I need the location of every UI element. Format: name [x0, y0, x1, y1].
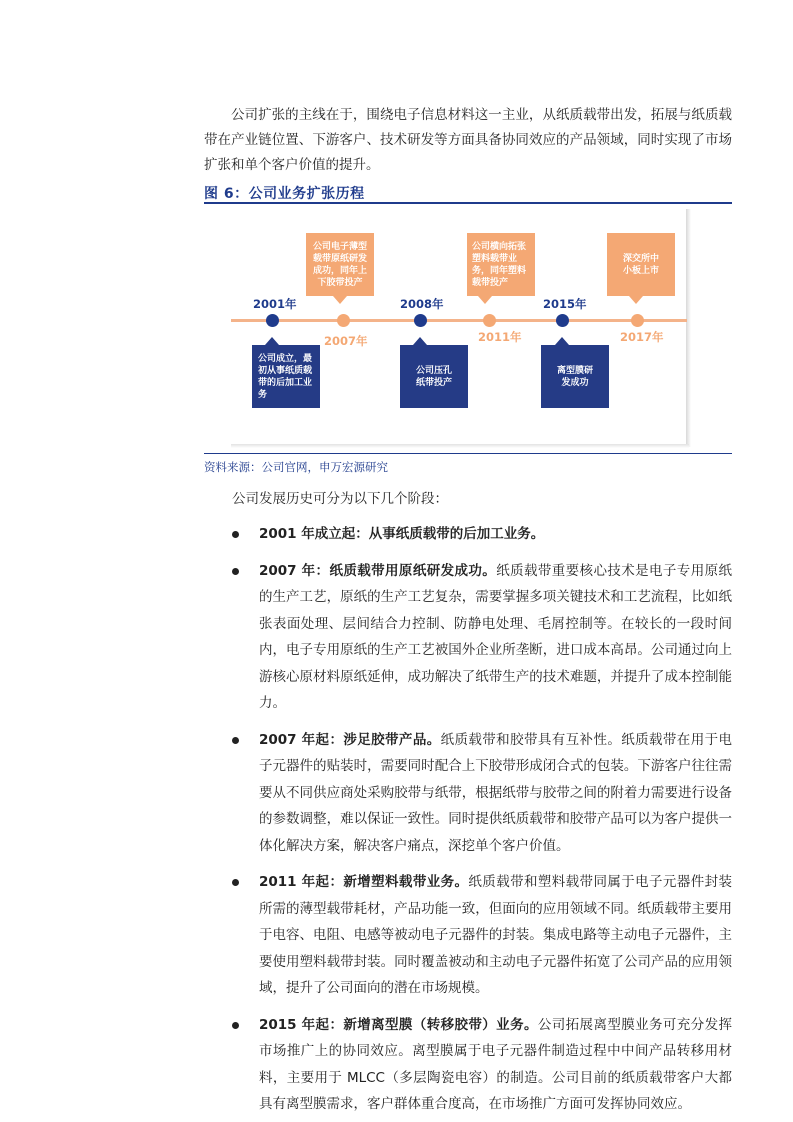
pointer-2008 [413, 337, 427, 345]
event-text-2001: 公司成立，最初从事纸质载带的后加工业务 [258, 353, 313, 400]
event-box-2008 [400, 345, 468, 408]
event-text-2007: 公司电子薄型载带原纸研发成功，同年上下胶带投产 [312, 241, 367, 288]
bullet-dot [232, 737, 239, 744]
bullet-dot [232, 879, 239, 886]
event-box-2001 [252, 345, 320, 408]
stage-heading: 2011 年起：新增塑料载带业务。 [259, 874, 469, 890]
year-label-2001: 2001年 [253, 297, 297, 311]
chart-shadow [686, 209, 691, 447]
stage-text: 公司拓展离型膜业务可充分发挥市场推广上的协同效应。离型膜属于电子元器件制造过程中中间产品转移用材料，主要用于 MLCC（多层陶瓷电容）的制造。公司目前的纸质载带客户大都具有离型膜需求，客户群体重合度高，在市场推广方面可发挥协同效应。 [259, 1016, 732, 1112]
stage-text: 纸质载带和胶带具有互补性。纸质载带在用于电子元器件的贴装时，需要同时配合上下胶带形成闭合式的包装。下游客户往往需要从不同供应商处采购胶带与纸带，根据纸带与胶带之间的附着力需要进行设备的参数调整，难以保证一致性。同时提供纸质载带和胶带产品可以为客户提供一体化解决方案，解决客户痛点，深挖单个客户价值。 [259, 731, 732, 854]
pointer-2015 [555, 337, 569, 345]
stages-list [204, 521, 732, 1122]
event-text-2008: 公司压孔纸带投产 [415, 365, 452, 388]
year-label-2015: 2015年 [543, 297, 587, 311]
list-item [204, 521, 732, 548]
pointer-2007 [333, 296, 347, 304]
list-item [204, 869, 732, 1002]
event-text-2017: 深交所中小板上市 [622, 253, 659, 276]
figure-top-rule [204, 202, 732, 204]
timeline-dot-2007 [337, 314, 350, 327]
list-item [204, 558, 732, 717]
event-box-2007 [306, 233, 374, 296]
timeline-dot-2001 [266, 314, 279, 327]
bullet-dot [232, 531, 239, 538]
event-box-2015 [541, 345, 609, 408]
event-box-2017 [607, 233, 675, 296]
intro-paragraph: 公司扩张的主线在于，围绕电子信息材料这一主业，从纸质载带出发，拓展与纸质载带在产业链位置、下游客户、技术研发等方面具备协同效应的产品领域，同时实现了市场扩张和单个客户价值的提升。 [204, 107, 732, 173]
event-box-2011 [467, 233, 535, 296]
figure-source: 资料来源：公司官网，申万宏源研究 [204, 460, 388, 474]
stage-text: 纸质载带重要核心技术是电子专用原纸的生产工艺，原纸的生产工艺复杂，需要掌握多项关键技术和工艺流程，比如纸张表面处理、层间结合力控制、防静电处理、毛屑控制等。在较长的一段时间内，电子专用原纸的生产工艺被国外企业所垄断，进口成本高昂。公司通过向上游核心原材料原纸延伸，成功解决了纸带生产的技术难题，并提升了成本控制能力。 [259, 562, 732, 711]
pointer-2017 [629, 296, 643, 304]
event-text-2015: 离型膜研发成功 [556, 365, 593, 388]
stage-heading: 2007 年起：涉足胶带产品。 [259, 731, 441, 748]
bullet-dot [232, 568, 239, 575]
timeline-dot-2017 [631, 314, 644, 327]
stage-heading: 2007 年：纸质载带用原纸研发成功。 [259, 562, 497, 579]
event-text-2011: 公司横向拓张塑料载带业务，同年塑料载带投产 [472, 241, 527, 288]
list-item [204, 727, 732, 860]
bullet-dot [232, 1022, 239, 1029]
stages-intro: 公司发展历史可分为以下几个阶段： [232, 491, 448, 507]
timeline-line [231, 319, 687, 322]
year-label-2008: 2008年 [400, 297, 444, 311]
pointer-2011 [478, 296, 492, 304]
year-label-2011: 2011年 [478, 330, 522, 344]
figure-title: 图 6：公司业务扩张历程 [204, 186, 365, 202]
year-label-2017: 2017年 [620, 330, 664, 344]
list-item [204, 1012, 732, 1118]
chart-shadow-bottom [231, 444, 689, 448]
year-label-2007: 2007年 [324, 334, 368, 348]
figure-bottom-rule [204, 453, 732, 454]
stage-heading: 2001 年成立起：从事纸质载带的后加工业务。 [259, 526, 545, 542]
stage-text: 纸质载带和塑料载带同属于电子元器件封装所需的薄型载带耗材，产品功能一致，但面向的应用领域不同。纸质载带主要用于电容、电阻、电感等被动电子元器件的封装。集成电路等主动电子元器件，主要使用塑料载带封装。同时覆盖被动和主动电子元器件拓宽了公司产品的应用领域，提升了公司面向的潜在市场规模。 [259, 874, 733, 996]
timeline-dot-2011 [483, 314, 496, 327]
timeline-dot-2015 [556, 314, 569, 327]
stage-heading: 2015 年起：新增离型膜（转移胶带）业务。 [259, 1016, 538, 1033]
pointer-2001 [265, 337, 279, 345]
timeline-dot-2008 [414, 314, 427, 327]
